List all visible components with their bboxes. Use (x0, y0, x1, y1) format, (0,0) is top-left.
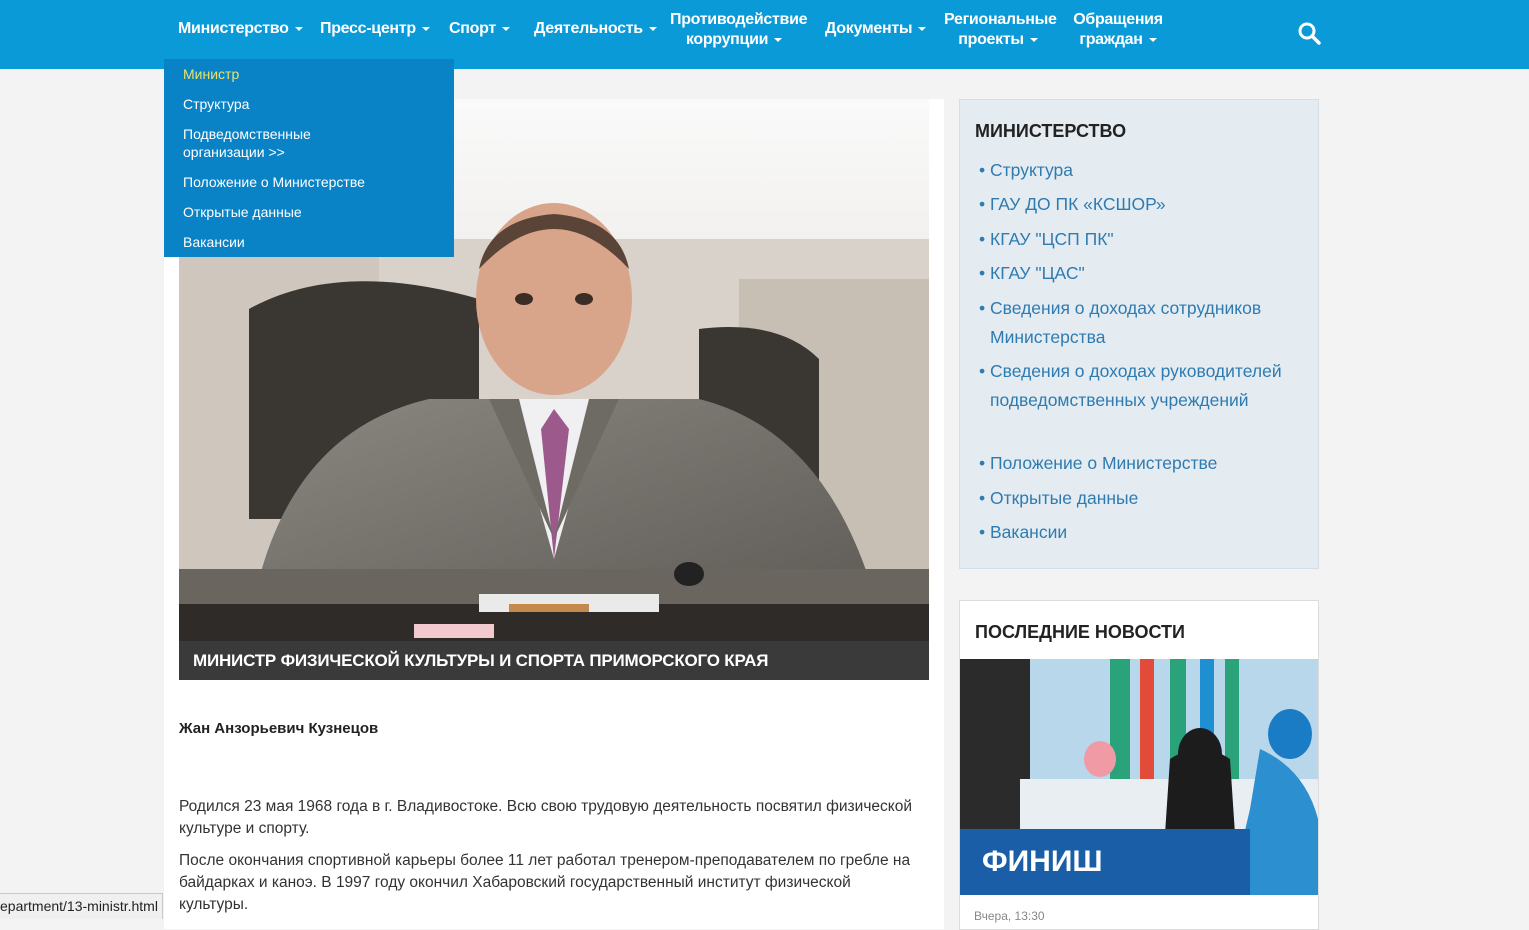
ministry-dropdown-menu (164, 59, 454, 257)
sidebar-link-label: Положение о Министерстве (990, 453, 1218, 473)
caret-down-icon (918, 27, 926, 31)
photo-caption: МИНИСТР ФИЗИЧЕСКОЙ КУЛЬТУРЫ И СПОРТА ПРИМОРСКОГО КРАЯ (179, 641, 929, 680)
news-photo (960, 659, 1318, 895)
nav-label: Документы (825, 20, 913, 37)
nav-label: Противодействие (670, 11, 808, 28)
sidebar-link[interactable] (979, 156, 1310, 185)
nav-label: Региональные (944, 11, 1057, 28)
sidebar-ministry (959, 99, 1319, 569)
dropdown-item-structure[interactable]: Структура (183, 96, 250, 112)
bullet-icon: • (979, 194, 986, 214)
bullet-icon: • (979, 229, 986, 249)
bullet-icon: • (979, 160, 986, 180)
sidebar-link[interactable] (979, 225, 1310, 254)
nav-label-line2: проекты (958, 31, 1024, 48)
nav-anticorruption[interactable] (670, 10, 808, 50)
caret-down-icon (1149, 38, 1157, 42)
caret-down-icon (649, 27, 657, 31)
sidebar-link[interactable] (979, 449, 1310, 478)
bio-paragraph: Родился 23 мая 1968 года в г. Владивостоке. Всю свою трудовую деятельность посвятил физической культуре и спорту. (179, 798, 912, 837)
dropdown-item-subordinate-orgs[interactable]: Подведомственные организации >> (183, 126, 311, 160)
bullet-icon: • (979, 453, 986, 473)
bullet-icon: • (979, 361, 986, 381)
dropdown-item-minister[interactable]: Министр (183, 66, 240, 82)
sidebar-link[interactable] (979, 518, 1310, 547)
nav-press-center[interactable] (320, 19, 430, 39)
caret-down-icon (1030, 38, 1038, 42)
status-bar-url: epartment/13-ministr.html (0, 893, 163, 919)
nav-label: Министерство (178, 20, 289, 37)
sidebar-link-label: Сведения о доходах руководителей подведомственных учреждений (990, 361, 1282, 410)
caret-down-icon (422, 27, 430, 31)
nav-citizen-appeals[interactable] (1072, 10, 1164, 50)
sidebar-link[interactable] (979, 190, 1310, 219)
sidebar-link-label: КГАУ "ЦСП ПК" (990, 229, 1114, 249)
dropdown-item-vacancies[interactable]: Вакансии (183, 234, 245, 250)
bullet-icon: • (979, 263, 986, 283)
nav-label: Спорт (449, 20, 496, 37)
nav-documents[interactable] (825, 19, 926, 39)
bullet-icon: • (979, 522, 986, 542)
news-heading: ПОСЛЕДНИЕ НОВОСТИ (975, 622, 1185, 642)
nav-label: Обращения (1073, 11, 1163, 28)
sidebar-link[interactable] (979, 484, 1310, 513)
sidebar-heading: МИНИСТЕРСТВО (975, 121, 1127, 141)
sidebar-link-label: Сведения о доходах сотрудников Министерства (990, 298, 1262, 347)
caret-down-icon (502, 27, 510, 31)
news-image-text: ФИНИШ (982, 845, 1103, 878)
nav-label-line2: коррупции (685, 31, 769, 48)
news-date: Вчера, 13:30 (974, 909, 1045, 923)
news-image[interactable] (960, 659, 1318, 895)
nav-regional-projects[interactable] (944, 10, 1057, 50)
sidebar-link[interactable] (979, 357, 1305, 414)
sidebar-link[interactable] (979, 294, 1290, 351)
latest-news-box (959, 600, 1319, 930)
caret-down-icon (774, 38, 782, 42)
sidebar-link[interactable] (979, 259, 1310, 288)
minister-name: Жан Анзорьевич Кузнецов (179, 720, 379, 737)
nav-label: Пресс-центр (320, 20, 416, 37)
bullet-icon: • (979, 298, 986, 318)
sidebar-link-label: Вакансии (990, 522, 1068, 542)
nav-activity[interactable] (534, 19, 657, 39)
nav-label-line2: граждан (1079, 31, 1143, 48)
sidebar-link-label: КГАУ "ЦАС" (990, 263, 1085, 283)
bio-paragraph: После окончания спортивной карьеры более 11 лет работал тренером-преподавателем по гребле на байдарках и каноэ. В 1997 году окончил Хабаровский государственный институт физической культуры. (179, 852, 911, 913)
nav-label: Деятельность (534, 20, 643, 37)
search-icon[interactable] (1297, 21, 1321, 45)
caret-down-icon (295, 27, 303, 31)
nav-ministry[interactable] (178, 19, 303, 39)
sidebar-link-label: Структура (990, 160, 1074, 180)
sidebar-link-label: ГАУ ДО ПК «КСШОР» (990, 194, 1166, 214)
nav-sport[interactable] (449, 19, 510, 39)
dropdown-item-regulations[interactable]: Положение о Министерстве (183, 174, 365, 190)
bullet-icon: • (979, 488, 986, 508)
dropdown-item-open-data[interactable]: Открытые данные (183, 204, 302, 220)
sidebar-link-label: Открытые данные (990, 488, 1139, 508)
